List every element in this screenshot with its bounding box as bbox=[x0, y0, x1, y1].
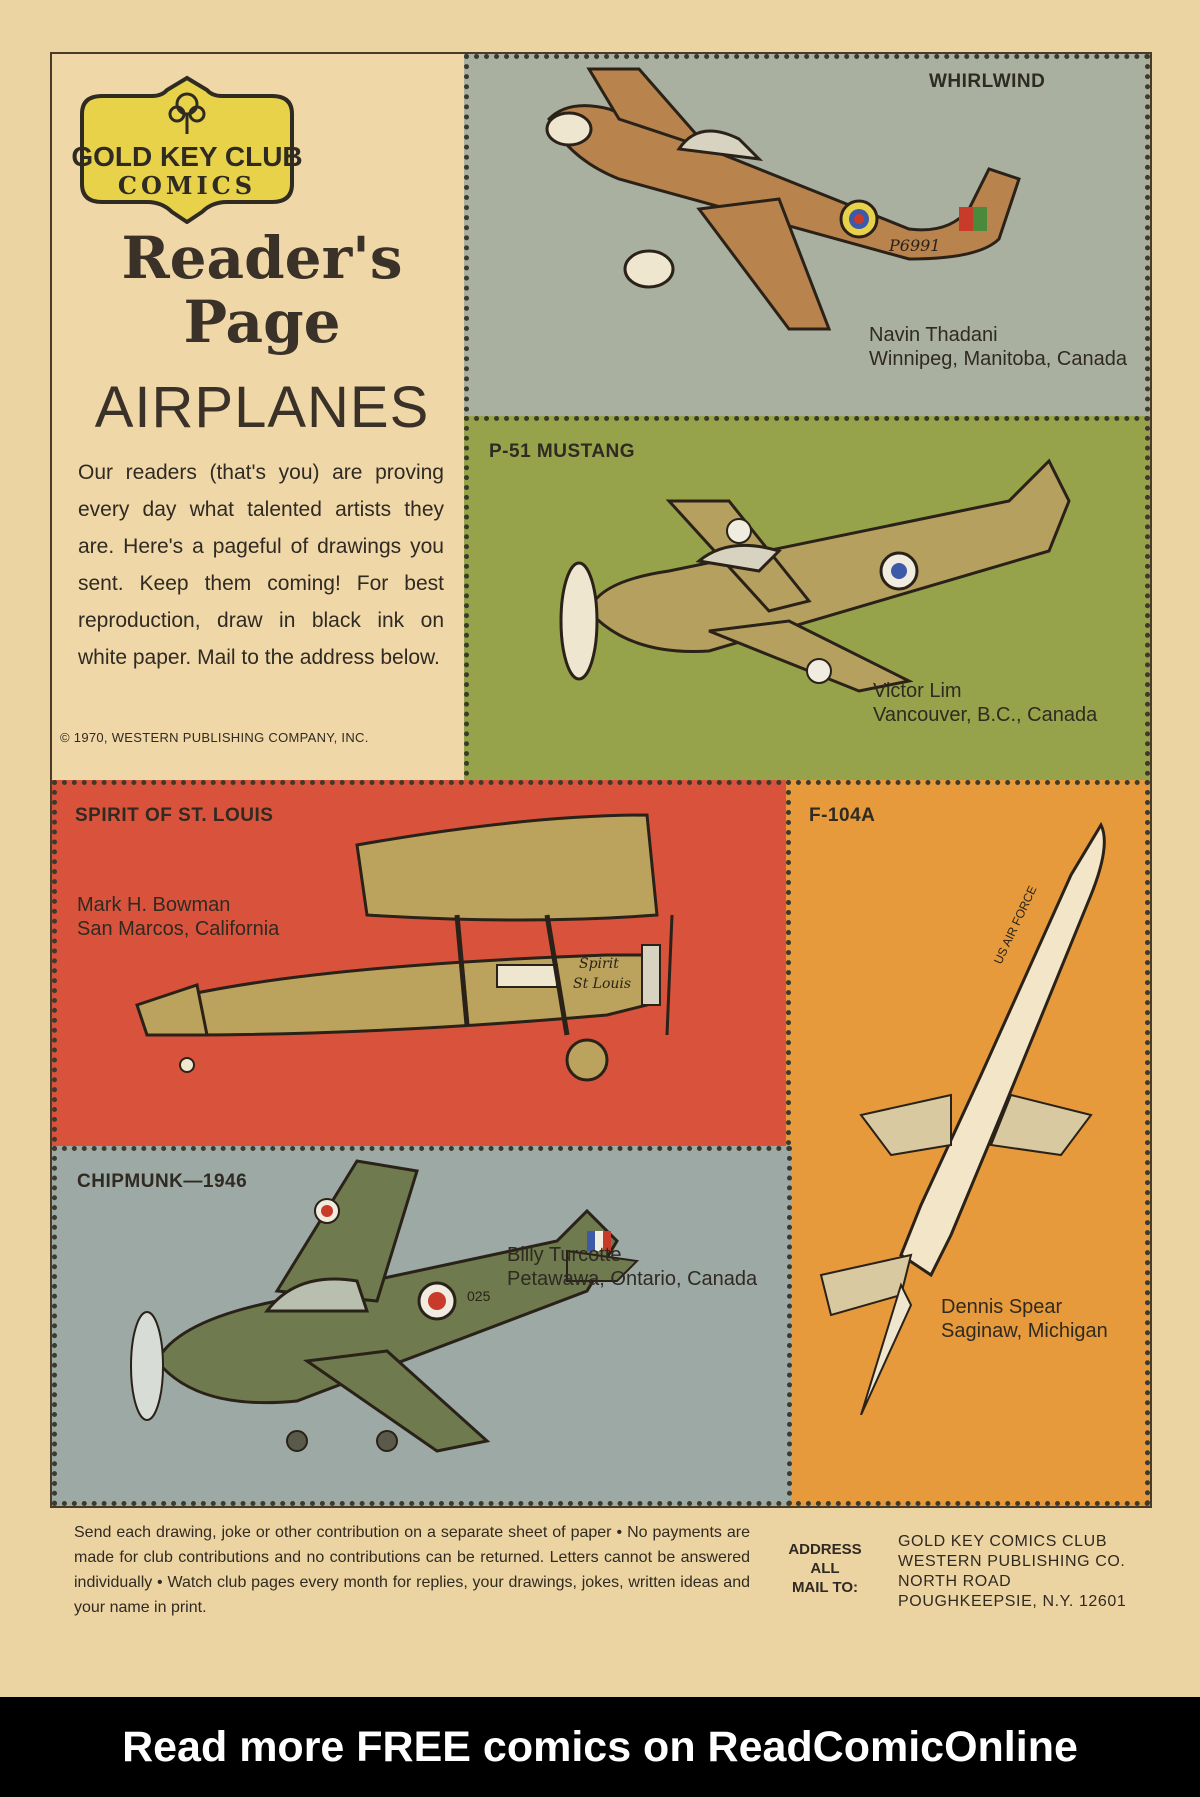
chipmunk-plane-icon bbox=[117, 1151, 677, 1491]
address-label-line1: ADDRESS bbox=[788, 1541, 862, 1558]
submission-rules: Send each drawing, joke or other contribution on a separate sheet of paper • No payments are made for club contributions and no contributions can be returned. Letters cannot be answered individually • Watch club pages every month for replies, your drawings, jokes, written ideas and your name in print. bbox=[74, 1524, 750, 1616]
logo-line2: COMICS bbox=[117, 171, 257, 200]
page-subtitle: AIRPLANES bbox=[94, 375, 430, 440]
panel-whirlwind bbox=[464, 54, 1150, 422]
panel-f104a bbox=[786, 780, 1150, 1506]
f104-artist: Dennis Spear bbox=[941, 1296, 1063, 1318]
p51-title: P-51 MUSTANG bbox=[489, 441, 636, 462]
f104-title: F-104A bbox=[809, 805, 876, 826]
address-label-line2: ALL bbox=[810, 1560, 840, 1577]
chipmunk-tail-code: 025 bbox=[467, 1288, 491, 1304]
address-line1: GOLD KEY COMICS CLUB bbox=[898, 1533, 1108, 1550]
intro-text: Our readers (that's you) are proving every day what talented artists they are. Here's a pageful of drawings you sent. Keep them coming! For best reproduction, draw in black ink on white paper. Mail to the address below. bbox=[78, 461, 444, 669]
p51-artist: Victor Lim bbox=[873, 680, 962, 702]
panel-spirit-of-st-louis bbox=[52, 780, 792, 1152]
f104-location: Saginaw, Michigan bbox=[941, 1320, 1108, 1342]
whirlwind-credit bbox=[869, 323, 1127, 371]
address-label bbox=[780, 1540, 870, 1597]
f104-credit bbox=[941, 1295, 1108, 1343]
whirlwind-location: Winnipeg, Manitoba, Canada bbox=[869, 348, 1127, 370]
spirit-nose-text-1: Spirit bbox=[579, 956, 619, 972]
address-line4: POUGHKEEPSIE, N.Y. 12601 bbox=[898, 1593, 1127, 1610]
p51-location: Vancouver, B.C., Canada bbox=[873, 704, 1098, 726]
footer-banner[interactable]: Read more FREE comics on ReadComicOnline bbox=[0, 1697, 1200, 1797]
logo-line1: GOLD KEY CLUB bbox=[71, 141, 303, 172]
readers-page-frame bbox=[50, 52, 1152, 1508]
spirit-artist: Mark H. Bowman bbox=[77, 894, 231, 916]
panel-p51-mustang bbox=[464, 416, 1150, 786]
address-line2: WESTERN PUBLISHING CO. bbox=[898, 1553, 1126, 1570]
spirit-plane-icon bbox=[127, 805, 727, 1105]
page-title bbox=[82, 226, 442, 354]
p51-plane-icon bbox=[529, 441, 1089, 711]
gold-key-club-logo bbox=[62, 74, 312, 224]
whirlwind-artist: Navin Thadani bbox=[869, 324, 998, 346]
chipmunk-credit bbox=[507, 1243, 757, 1291]
whirlwind-title: WHIRLWIND bbox=[929, 71, 1046, 92]
chipmunk-location: Petawawa, Ontario, Canada bbox=[507, 1268, 758, 1290]
f104-body-text: US AIR FORCE bbox=[991, 883, 1040, 967]
spirit-title: SPIRIT OF ST. LOUIS bbox=[75, 805, 274, 826]
whirlwind-tail-code: P6991 bbox=[889, 236, 941, 255]
chipmunk-artist: Billy Turcotte bbox=[507, 1244, 622, 1266]
address-label-line3: MAIL TO: bbox=[791, 1579, 859, 1596]
p51-credit bbox=[873, 679, 1097, 727]
panel-chipmunk-1946 bbox=[52, 1146, 792, 1506]
spirit-credit bbox=[77, 893, 279, 941]
copyright-notice: © 1970, WESTERN PUBLISHING COMPANY, INC. bbox=[60, 730, 369, 745]
whirlwind-plane-icon bbox=[529, 59, 1049, 359]
mailing-address bbox=[898, 1532, 1188, 1612]
spirit-nose-text-2: St Louis bbox=[573, 976, 632, 992]
address-line3: NORTH ROAD bbox=[898, 1573, 1012, 1590]
chipmunk-title: CHIPMUNK—1946 bbox=[77, 1171, 248, 1192]
title-line2: Page bbox=[183, 288, 341, 356]
spirit-location: San Marcos, California bbox=[77, 918, 280, 940]
title-line1: Reader's bbox=[121, 224, 403, 292]
